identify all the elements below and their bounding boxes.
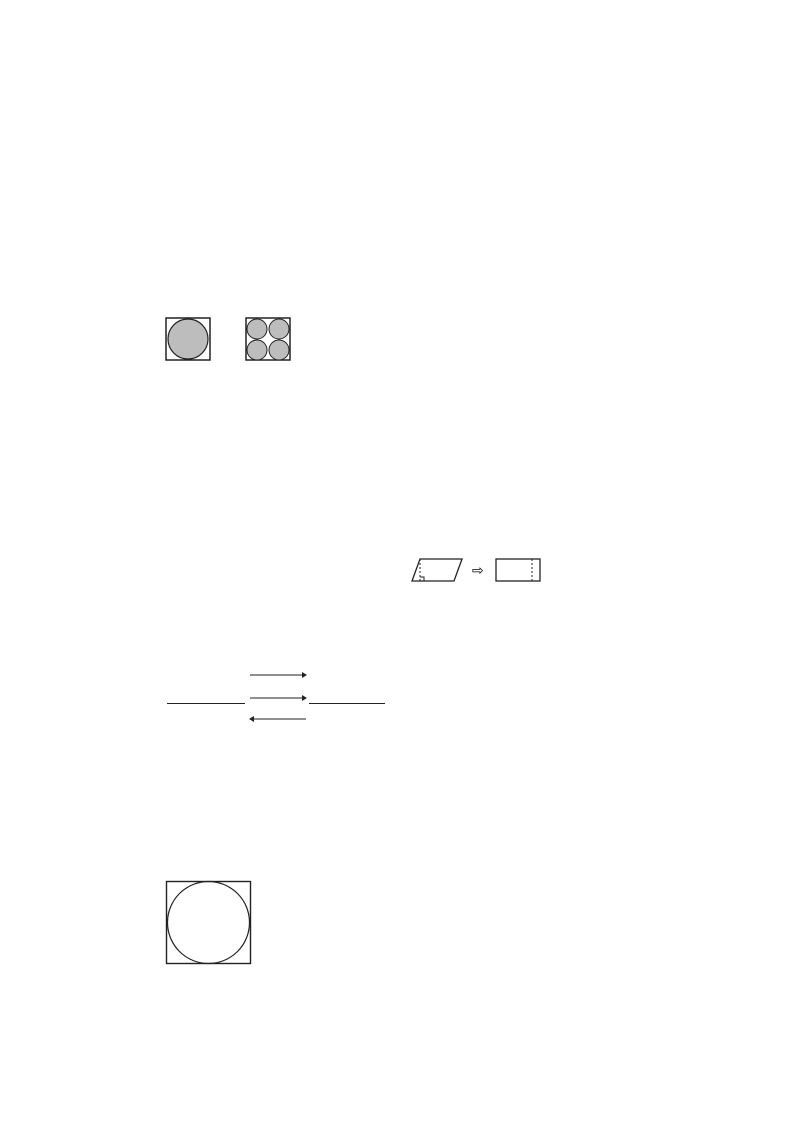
fig-square-1-circle bbox=[166, 318, 210, 360]
parallelogram-shape bbox=[412, 559, 462, 581]
q1-figures bbox=[164, 316, 374, 364]
calc-rule-right bbox=[309, 703, 385, 704]
q3-fig1-circle-transform bbox=[186, 555, 298, 589]
calc-arrows bbox=[248, 672, 308, 724]
q4-figure bbox=[165, 880, 253, 968]
fig-square-4-circles bbox=[246, 318, 290, 360]
transform-arrow-icon: ⇨ bbox=[472, 563, 484, 579]
q3-fig2-parallelogram-transform bbox=[410, 557, 544, 585]
rectangle-shape bbox=[496, 559, 540, 581]
calc-rule-left bbox=[167, 703, 245, 704]
